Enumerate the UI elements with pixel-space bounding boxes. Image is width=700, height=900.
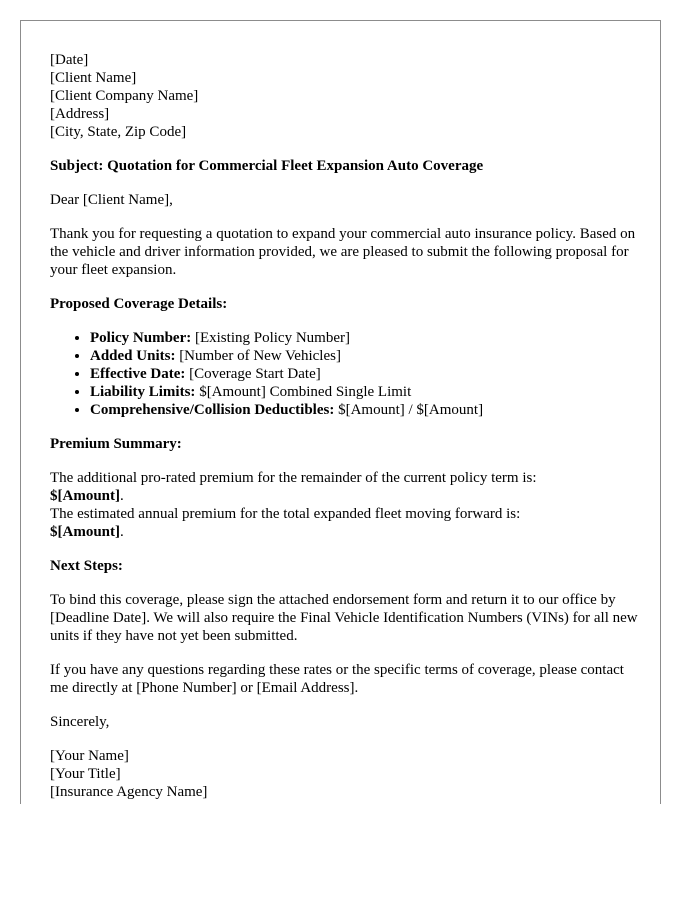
- subject-line: Subject: Quotation for Commercial Fleet Expansion Auto Coverage: [50, 158, 484, 174]
- next-steps-heading: Next Steps:: [50, 558, 123, 574]
- list-item: [90, 383, 640, 401]
- questions-paragraph: If you have any questions regarding these rates or the specific terms of coverage, please contact me directly at [Phone Number] or [Email Address].: [50, 662, 624, 696]
- annual-text: The estimated annual premium for the total expanded fleet moving forward is:: [50, 506, 521, 522]
- signature-name: [Your Name]: [50, 748, 129, 764]
- date-line: [Date]: [50, 52, 89, 68]
- annual-end: .: [120, 524, 124, 540]
- coverage-value: $[Amount] / $[Amount]: [334, 402, 484, 418]
- coverage-value: $[Amount] Combined Single Limit: [195, 384, 412, 400]
- list-item: [90, 329, 640, 347]
- list-item: [90, 347, 640, 365]
- client-company-line: [Client Company Name]: [50, 88, 199, 104]
- list-item: [90, 401, 640, 419]
- coverage-label: Comprehensive/Collision Deductibles:: [90, 402, 335, 418]
- coverage-value: [Number of New Vehicles]: [175, 348, 341, 364]
- next-steps-paragraph: To bind this coverage, please sign the attached endorsement form and return it to our office by [Deadline Date]. We will also require the Final Vehicle Identification Numbers (VINs) for all new units if they have not yet been submitted.: [50, 592, 638, 644]
- prorated-text: The additional pro-rated premium for the remainder of the current policy term is:: [50, 470, 537, 486]
- prorated-amount: $[Amount]: [50, 488, 120, 504]
- coverage-label: Added Units:: [90, 348, 176, 364]
- coverage-list: [50, 329, 640, 419]
- signature-agency: [Insurance Agency Name]: [50, 784, 208, 800]
- letter-page: [20, 20, 661, 804]
- coverage-value: [Existing Policy Number]: [191, 330, 350, 346]
- coverage-value: [Coverage Start Date]: [185, 366, 321, 382]
- coverage-label: Effective Date:: [90, 366, 186, 382]
- signature-block: [50, 747, 640, 801]
- list-item: [90, 365, 640, 383]
- signature-title: [Your Title]: [50, 766, 121, 782]
- coverage-label: Liability Limits:: [90, 384, 196, 400]
- letter-content: [50, 51, 640, 801]
- closing: Sincerely,: [50, 714, 110, 730]
- premium-heading: Premium Summary:: [50, 436, 182, 452]
- annual-amount: $[Amount]: [50, 524, 120, 540]
- coverage-label: Policy Number:: [90, 330, 192, 346]
- coverage-heading: Proposed Coverage Details:: [50, 296, 228, 312]
- premium-paragraph: [50, 469, 640, 541]
- client-name-line: [Client Name]: [50, 70, 137, 86]
- salutation: Dear [Client Name],: [50, 192, 173, 208]
- recipient-block: [50, 51, 640, 141]
- intro-paragraph: Thank you for requesting a quotation to expand your commercial auto insurance policy. Based on the vehicle and driver information provided, we are pleased to submit the following proposal for your fleet expansion.: [50, 226, 636, 278]
- city-state-zip-line: [City, State, Zip Code]: [50, 124, 187, 140]
- prorated-end: .: [120, 488, 124, 504]
- address-line: [Address]: [50, 106, 110, 122]
